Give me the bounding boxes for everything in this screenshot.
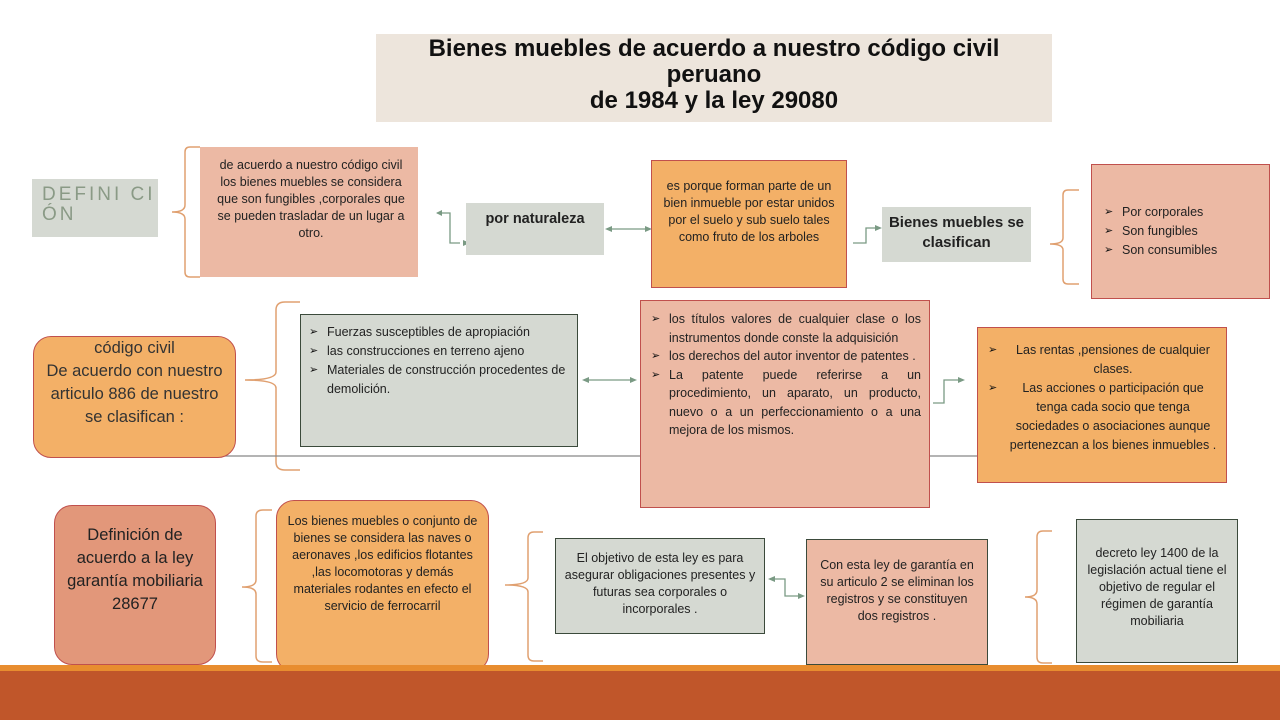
bienes-text: Los bienes muebles o conjunto de bienes se considera las naves o aeronaves ,los edificios flotantes ,las locomotoras y demás materiales rodantes en efecto el servicio de ferrocarril: [287, 514, 478, 613]
list-c: [984, 341, 1220, 455]
list-item: ➢ Fuerzas susceptibles de apropiación: [305, 323, 569, 342]
list-b-box: [640, 300, 930, 508]
list-item: ➢ Las acciones o participación que tenga cada socio que tenga sociedades o asociaciones aunque pertenezcan a los bienes inmuebles .: [984, 379, 1220, 455]
decreto-text: decreto ley 1400 de la legislación actual tiene el objetivo de regular el régimen de garantía mobiliaria: [1087, 546, 1227, 628]
brace-objetivo: [505, 532, 543, 661]
codigo-civil-heading: código civil: [94, 339, 175, 357]
list-item: ➢ La patente puede referirse a un procedimiento, un aparato, un producto, nuevo o a un perfeccionamiento o a una mejora de los mismos.: [647, 366, 921, 440]
page-title: [376, 34, 1052, 122]
list-c-box: [977, 327, 1227, 483]
objetivo-text: El objetivo de esta ley es para asegurar obligaciones presentes y futuras sea corporales o incorporales .: [564, 551, 756, 616]
clases-list: [1100, 203, 1265, 260]
list-a: [305, 323, 569, 399]
definition-text: de acuerdo a nuestro código civil los bienes muebles se considera que son fungibles ,corporales que se pueden trasladar de un lugar a otro.: [217, 158, 405, 240]
footer-bar: [0, 671, 1280, 720]
elbow-defini-naturaleza: [437, 213, 460, 243]
decreto-box: [1076, 519, 1238, 663]
brace-codigo: [245, 302, 300, 470]
clasifican-box: [882, 207, 1031, 262]
articulo-text: Con esta ley de garantía en su articulo 2 se eliminan los registros y se constituyen dos registros .: [820, 558, 974, 623]
brace-clases: [1050, 190, 1079, 284]
garantia-label-box: [54, 505, 216, 665]
list-item: ➢ Materiales de construcción procedentes de demolición.: [305, 361, 569, 399]
elbow-naturaleza-clasifican: [853, 228, 875, 243]
por-naturaleza-box: [466, 203, 604, 255]
list-b: [647, 310, 921, 440]
articulo-box: [806, 539, 988, 665]
list-item: ➢ las construcciones en terreno ajeno: [305, 342, 569, 361]
list-a-box: [300, 314, 578, 447]
por-naturaleza-label: por naturaleza: [485, 211, 585, 227]
definition-box: [200, 147, 418, 277]
naturaleza-explanation-text: es porque forman parte de un bien inmueble por estar unidos por el suelo y sub suelo tales como fruto de los arboles: [663, 179, 835, 244]
clases-box: [1091, 164, 1270, 299]
naturaleza-explanation-box: [651, 160, 847, 288]
list-item: ➢ Por corporales: [1100, 203, 1265, 222]
title-line-2: peruano: [666, 61, 762, 88]
bienes-box: [276, 500, 489, 672]
list-item: ➢ los títulos valores de cualquier clase o los instrumentos donde conste la adquisición: [647, 310, 921, 347]
list-item: ➢ Son consumibles: [1100, 241, 1265, 260]
garantia-label: Definición de acuerdo a la ley garantía mobiliaria 28677: [67, 526, 203, 613]
brace-decreto: [1025, 531, 1052, 663]
list-item: ➢ Las rentas ,pensiones de cualquier clases.: [984, 341, 1220, 379]
codigo-civil-box: [33, 336, 236, 458]
elbow-b-c: [933, 380, 960, 403]
brace-garantia: [242, 510, 272, 662]
definicion-label: DEFINI CIÓN: [32, 179, 158, 237]
brace-definition: [172, 147, 200, 277]
list-item: ➢ Son fungibles: [1100, 222, 1265, 241]
title-line-1: Bienes muebles de acuerdo a nuestro código civil: [428, 35, 1000, 62]
objetivo-box: [555, 538, 765, 634]
codigo-civil-text: De acuerdo con nuestro articulo 886 de nuestro se clasifican :: [46, 362, 223, 426]
clasifican-label: Bienes muebles se clasifican: [888, 214, 1025, 251]
title-line-3: de 1984 y la ley 29080: [589, 87, 839, 114]
list-item: ➢ los derechos del autor inventor de patentes .: [647, 347, 921, 366]
